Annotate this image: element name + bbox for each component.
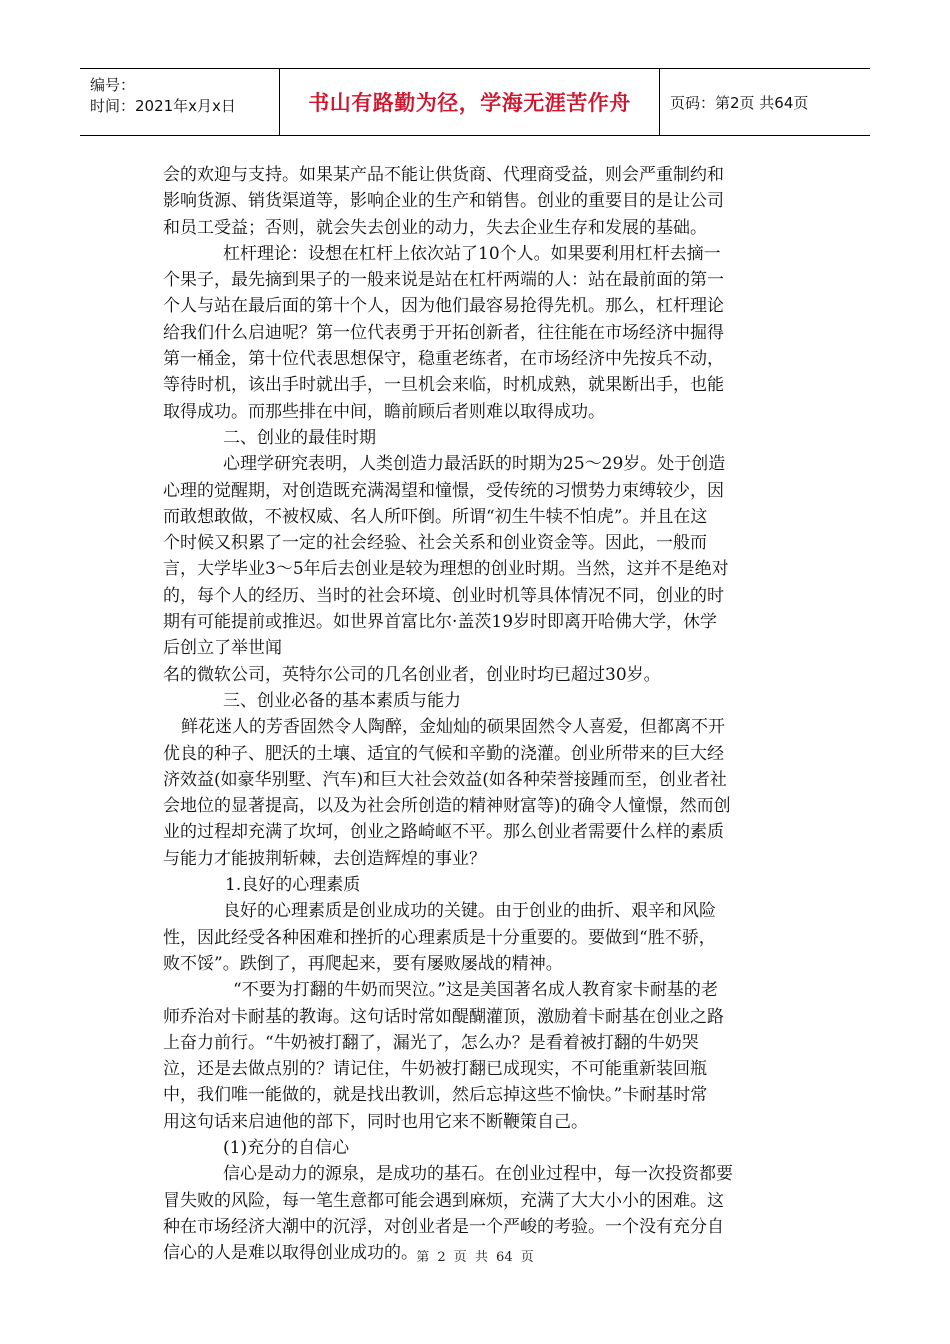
header-motto: 书山有路勤为径，学海无涯苦作舟 xyxy=(280,69,660,135)
body-line: 而敢想敢做，不被权威、名人所吓倒。所谓“初生牛犊不怕虎”。并且在这 xyxy=(163,506,708,527)
body-line: 性，因此经受各种困难和挫折的心理素质是十分重要的。要做到“胜不骄， xyxy=(163,927,716,948)
body-line: 第一桶金，第十位代表思想保守，稳重老练者，在市场经济中先按兵不动， xyxy=(163,349,724,370)
body-line: 心理学研究表明，人类创造力最活跃的时期为25～29岁。处于创造 xyxy=(223,454,726,475)
body-line: 良好的心理素质是创业成功的关键。由于创业的曲折、艰辛和风险 xyxy=(223,901,716,922)
body-line: 泣，还是去做点别的？请记住，牛奶被打翻已成现实，不可能重新装回瓶 xyxy=(163,1059,707,1080)
body-line: 信心是动力的源泉，是成功的基石。在创业过程中，每一次投资都要 xyxy=(223,1164,733,1185)
body-line: 与能力才能披荆斩棘，去创造辉煌的事业？ xyxy=(163,848,486,869)
body-line: 个果子，最先摘到果子的一般来说是站在杠杆两端的人：站在最前面的第一 xyxy=(163,270,724,291)
body-line: 优良的种子、肥沃的土壤、适宜的气候和辛勤的浇灌。创业所带来的巨大经 xyxy=(163,743,724,764)
body-line: 名的微软公司，英特尔公司的几名创业者，创业时均已超过30岁。 xyxy=(163,664,661,685)
body-line: 个人与站在最后面的第十个人，因为他们最容易抢得先机。那么，杠杆理论 xyxy=(163,296,724,317)
section-heading: 二、创业的最佳时期 xyxy=(223,427,376,448)
body-line: 信心的人是难以取得创业成功的。 xyxy=(163,1243,418,1264)
body-line: 取得成功。而那些排在中间，瞻前顾后者则难以取得成功。 xyxy=(163,401,605,422)
body-line: 业的过程却充满了坎坷，创业之路崎岖不平。那么创业者需要什么样的素质 xyxy=(163,822,724,843)
body-line: 影响货源、销货渠道等，影响企业的生产和销售。创业的重要目的是让公司 xyxy=(163,191,724,212)
body-line: 给我们什么启迪呢？第一位代表勇于开拓创新者，往往能在市场经济中掘得 xyxy=(163,322,724,343)
body-line: 和员工受益；否则，就会失去创业的动力，失去企业生存和发展的基础。 xyxy=(163,217,707,238)
body-line: 上奋力前行。“牛奶被打翻了，漏光了，怎么办？是看着被打翻的牛奶哭 xyxy=(163,1032,699,1053)
body-line: 师乔治对卡耐基的教诲。这句话时常如醍醐灌顶，激励着卡耐基在创业之路 xyxy=(163,1006,724,1027)
document-number-label: 编号： xyxy=(90,76,136,94)
body-line: 会的欢迎与支持。如果某产品不能让供货商、代理商受益，则会严重制约和 xyxy=(163,165,724,185)
section-heading: 三、创业必备的基本素质与能力 xyxy=(223,690,461,711)
body-line: 用这句话来启迪他的部下，同时也用它来不断鞭策自己。 xyxy=(163,1111,588,1132)
body-line: 鲜花迷人的芳香固然令人陶醉，金灿灿的硕果固然令人喜爱，但都离不开 xyxy=(181,717,725,738)
body-line: 的，每个人的经历、当时的社会环境、创业时机等具体情况不同，创业的时 xyxy=(163,585,724,606)
body-line: 言，大学毕业3～5年后去创业是较为理想的创业时期。当然，这并不是绝对 xyxy=(163,559,729,580)
body-line: 冒失败的风险，每一笔生意都可能会遇到麻烦，充满了大大小小的困难。这 xyxy=(163,1190,724,1211)
body-line: 济效益(如豪华别墅、汽车)和巨大社会效益(如各种荣誉接踵而至，创业者社 xyxy=(163,769,727,790)
header-meta xyxy=(80,69,280,135)
body-line: “不要为打翻的牛奶而哭泣。”这是美国著名成人教育家卡耐基的老 xyxy=(233,980,718,1001)
document-body xyxy=(163,162,803,1266)
body-line: 等待时机，该出手时就出手，一旦机会来临，时机成熟，就果断出手，也能 xyxy=(163,375,724,396)
body-line: 期有可能提前或推迟。如世界首富比尔·盖茨19岁时即离开哈佛大学，休学 xyxy=(163,612,718,633)
header-page-info: 页码：第2页 共64页 xyxy=(670,93,809,112)
subsection-heading: (1)充分的自信心 xyxy=(223,1137,350,1158)
body-line: 会地位的显著提高，以及为社会所创造的精神财富等)的确令人憧憬，然而创 xyxy=(163,796,731,817)
body-line: 个时候又积累了一定的社会经验、社会关系和创业资金等。因此，一般而 xyxy=(163,533,707,554)
body-line: 中，我们唯一能做的，就是找出教训，然后忘掉这些不愉快。”卡耐基时常 xyxy=(163,1085,708,1106)
page-footer: 第 2 页 共 64 页 xyxy=(416,1250,534,1265)
subsection-heading: 1.良好的心理素质 xyxy=(225,875,361,896)
body-line: 种在市场经济大潮中的沉浮，对创业者是一个严峻的考验。一个没有充分自 xyxy=(163,1216,724,1237)
body-line: 后创立了举世闻 xyxy=(163,638,282,659)
body-line: 杠杆理论：设想在杠杆上依次站了10个人。如果要利用杠杆去摘一 xyxy=(223,243,721,264)
body-line: 心理的觉醒期，对创造既充满渴望和憧憬，受传统的习惯势力束缚较少，因 xyxy=(163,480,724,501)
document-time-label: 时间：2021年x月x日 xyxy=(90,97,236,115)
body-line: 败不馁”。跌倒了，再爬起来，要有屡败屡战的精神。 xyxy=(163,953,563,974)
page-header xyxy=(80,68,870,136)
